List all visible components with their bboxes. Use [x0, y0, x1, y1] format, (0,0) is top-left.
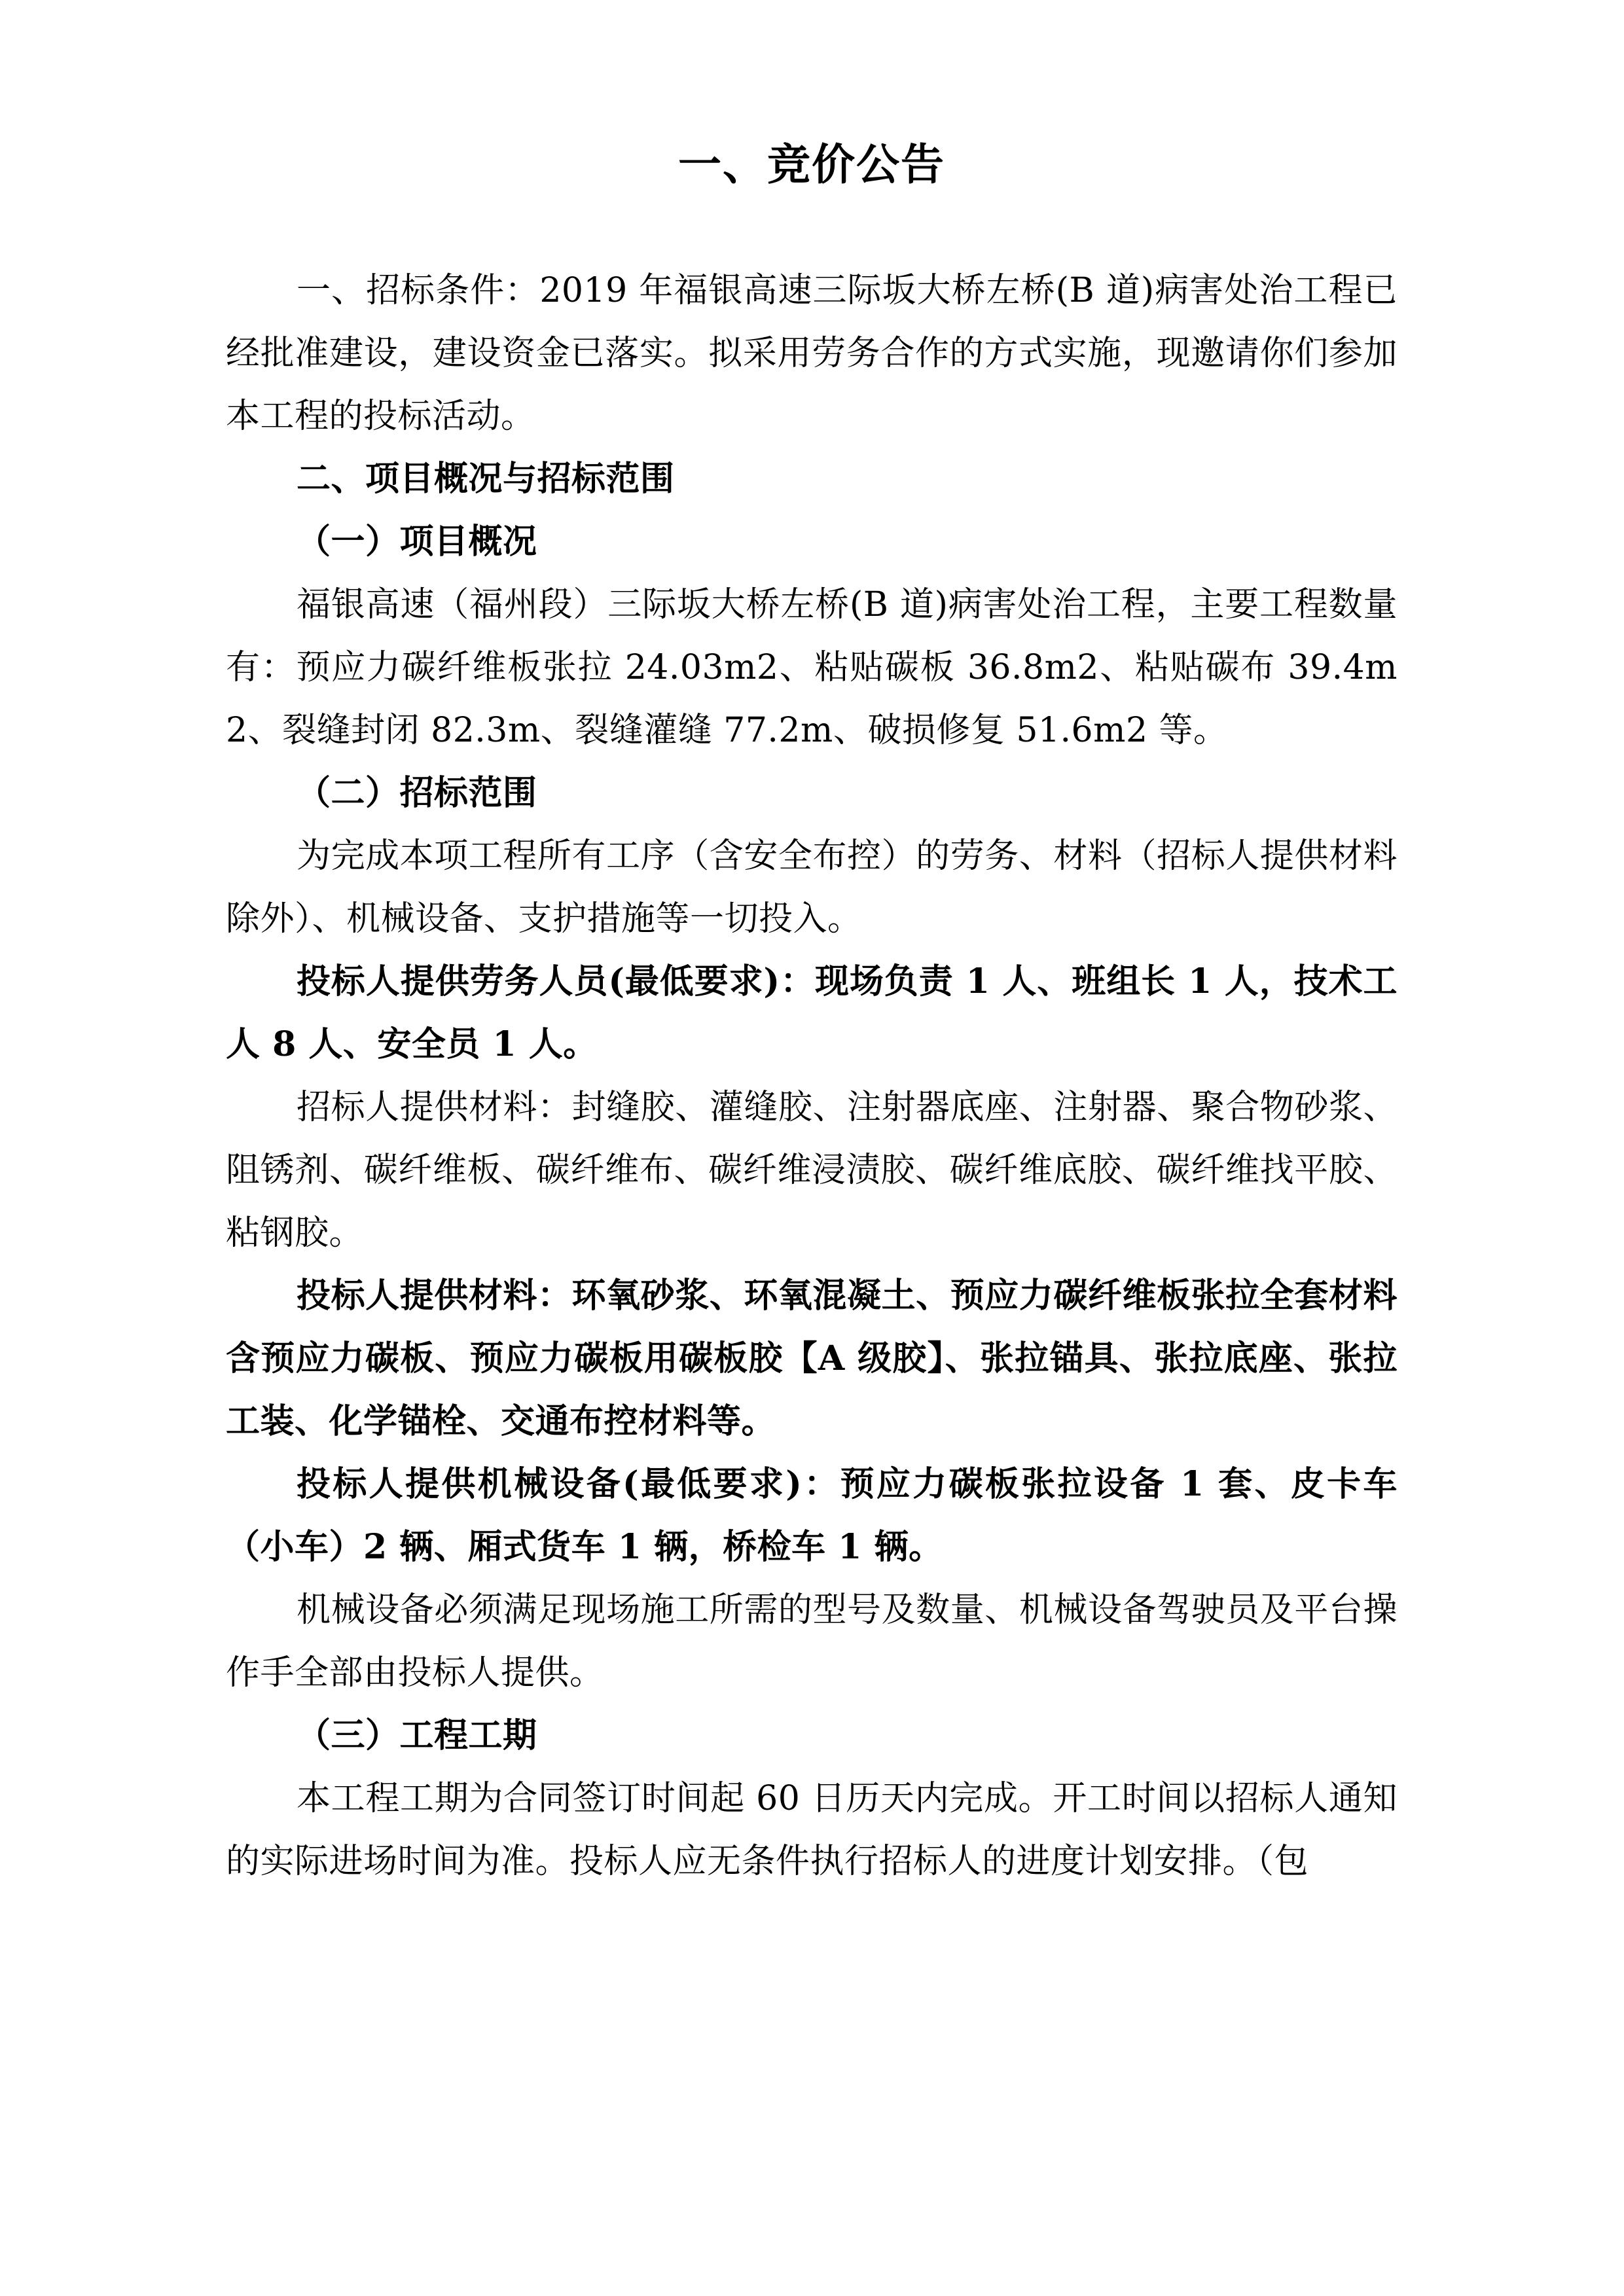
heading-section-two: 二、项目概况与招标范围: [297, 459, 675, 499]
paragraph-labor-requirement: 投标人提供劳务人员(最低要求)：现场负责 1 人、班组长 1 人，技术工人 8 人、安全员 1 人。: [226, 961, 1398, 1064]
paragraph-tender-scope: 为完成本项工程所有工序（含安全布控）的劳务、材料（招标人提供材料除外）、机械设备、支护措施等一切投入。: [226, 836, 1398, 939]
paragraph-equipment-note: 机械设备必须满足现场施工所需的型号及数量、机械设备驾驶员及平台操作手全部由投标人提供。: [226, 1590, 1398, 1693]
document-content: [226, 0, 1398, 1893]
paragraph-bidder-materials: 投标人提供材料：环氧砂浆、环氧混凝土、预应力碳纤维板张拉全套材料含预应力碳板、预应力碳板用碳板胶【A 级胶】、张拉锚具、张拉底座、张拉工装、化学锚栓、交通布控材料等。: [226, 1276, 1398, 1441]
title-spacer: [226, 186, 1398, 259]
heading-subsection-one: （一）项目概况: [297, 522, 537, 562]
paragraph-construction-duration: 本工程工期为合同签订时间起 60 日历天内完成。开工时间以招标人通知的实际进场时间为准。投标人应无条件执行招标人的进度计划安排。（包: [226, 1779, 1398, 1881]
heading-subsection-three: （三）工程工期: [297, 1715, 537, 1755]
paragraph-tenderer-materials: 招标人提供材料：封缝胶、灌缝胶、注射器底座、注射器、聚合物砂浆、阻锈剂、碳纤维板、碳纤维布、碳纤维浸渍胶、碳纤维底胶、碳纤维找平胶、粘钢胶。: [226, 1088, 1398, 1253]
paragraph-bidder-equipment: 投标人提供机械设备(最低要求)：预应力碳板张拉设备 1 套、皮卡车（小车）2 辆、厢式货车 1 辆，桥检车 1 辆。: [226, 1464, 1398, 1567]
page-title: 一、竞价公告: [678, 139, 945, 190]
paragraph-project-overview: 福银高速（福州段）三际坂大桥左桥(B 道)病害处治工程，主要工程数量有：预应力碳纤维板张拉 24.03m2、粘贴碳板 36.8m2、粘贴碳布 39.4m2、裂缝封闭 82.3m、裂缝灌缝 77.2m、破损修复 51.6m2 等。: [226, 585, 1398, 750]
paragraph-bidding-conditions: 一、招标条件：2019 年福银高速三际坂大桥左桥(B 道)病害处治工程已经批准建设，建设资金已落实。拟采用劳务合作的方式实施，现邀请你们参加本工程的投标活动。: [226, 271, 1398, 436]
heading-subsection-two: （二）招标范围: [297, 773, 537, 813]
